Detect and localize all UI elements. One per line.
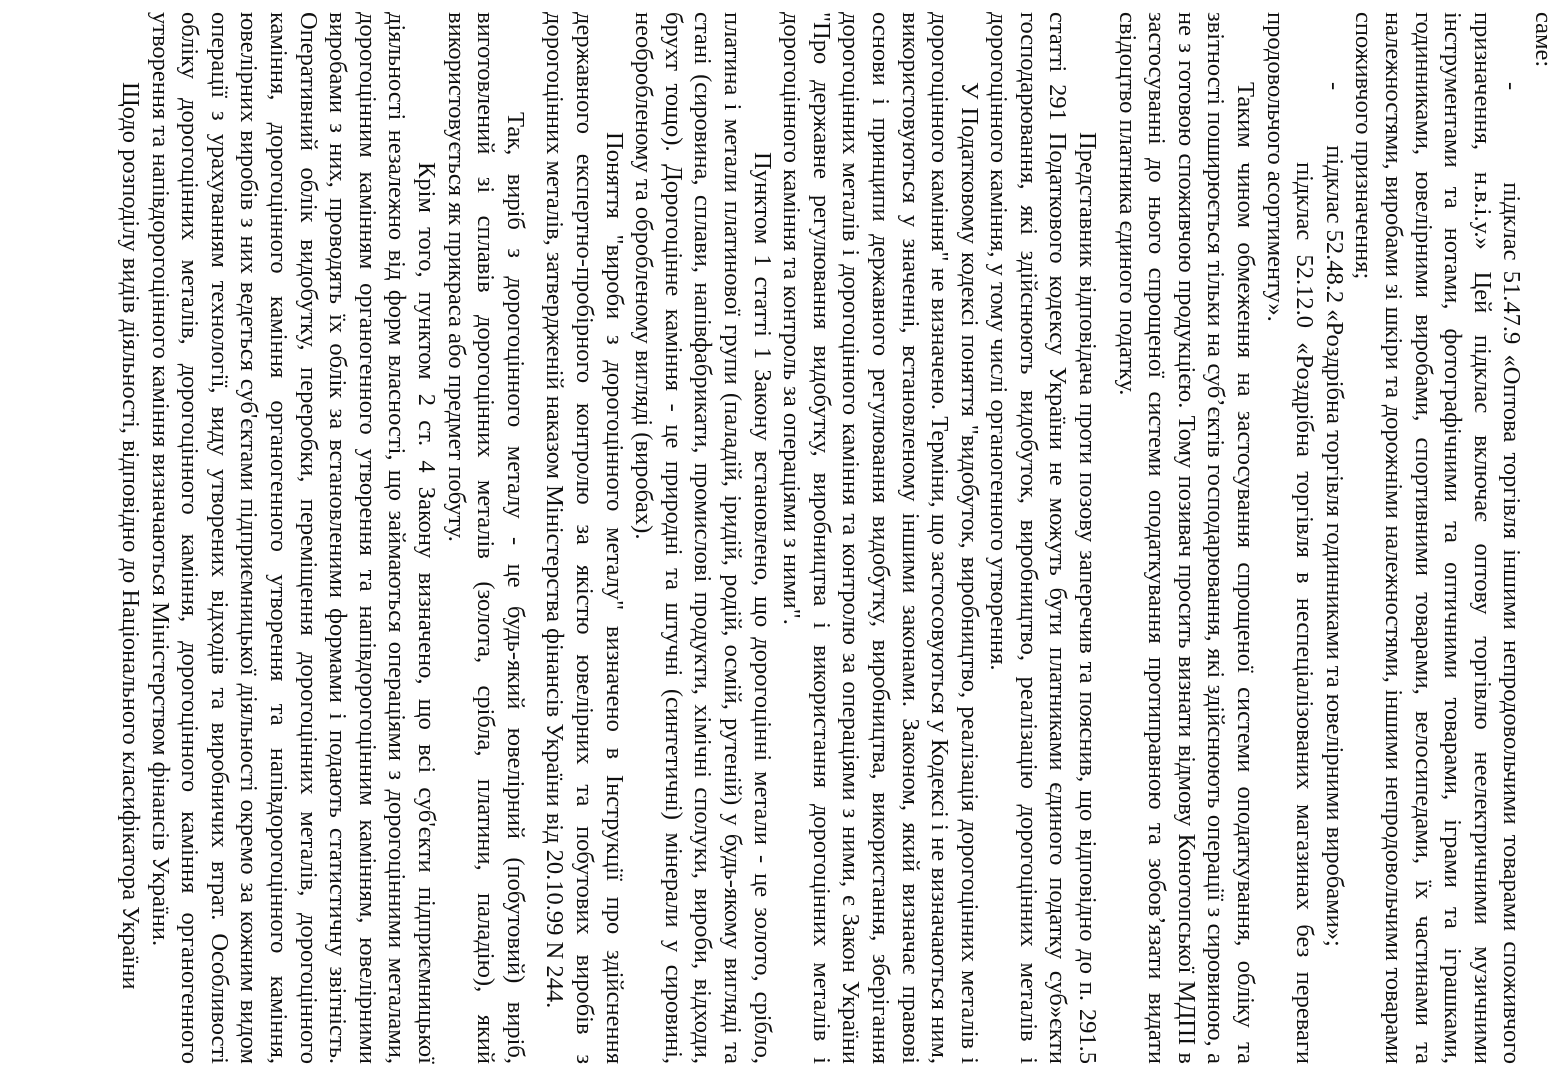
paragraph-intro: саме: <box>1530 12 1557 68</box>
list-item-51-47-9: - підклас 51.47.9 «Оптова торгівля іншими непродовольчими товарами споживчого призначення, н.в.і.у.» Цей підклас включає оптову торгівлю неелектричними музичними інструментами та нотами, фотографічними та оптичними товарами, іграми та іграшками, годинниками, ювелірними виробами, спортивними товарами, велосипедами, їх частинами та належностями, виробами зі шкіри та дорожніми належностями, іншими непродовольчими товарами споживчого призначення; <box>1350 12 1526 1064</box>
paragraph-classifier: Щодо розподілу видів діяльності, відповідно до Національного класифікатора України <box>117 82 145 990</box>
paragraph-defendant-position: Представник відповідача проти позову заперечив та пояснив, що відповідно до п. 291.5 статті 291 Податкового кодексу України не можуть бути платниками єдиного податку суб»єкти господарювання, які здійснюють видобуток, виробництво, реалізацію дорогоцінних металів і дорогоцінного каміння, у тому числі органогенного утворення. <box>985 12 1102 1064</box>
list-item-52-12-0: підклас 52.12.0 «Роздрібна торгівля в неспеціалізованих магазинах без переваги продовольчого асортименту». <box>1261 12 1319 1064</box>
paragraph-instruction-definition: Поняття "вироби з дорогоцінного металу" визначено в Інструкції про здійснення державного експертно-пробірного контролю за якістю ювелірних та побутових виробів з дорогоцінних металів, затвердженій наказом Міністерства фінансів України від 20.10.99 N 244. <box>541 12 628 1064</box>
paragraph-jewelry-definition: Так, виріб з дорогоцінного металу - це будь-який ювелірний (побутовий) виріб, виготовлений зі сплавів дорогоцінних металів (золота, срібла, платини, паладію), який використовується як прикраса або предмет побуту. <box>442 12 529 1064</box>
paragraph-conclusion-claim: Таким чином обмеження на застосування спрощеної системи оподаткування, обліку та звітності поширюється тільки на суб’єктів господарювання, які здійснюють операції з сировиною, а не з готовою споживчою продукцією. Тому позивач просить визнати відмову Конотопської МДПІ в застосуванні до нього спрощеної системи оподаткування протиправною та зобов’язати видати свідоцтво платника єдиного податку. <box>1113 12 1260 1064</box>
paragraph-law-article-4: Крім того, пунктом 2 ст. 4 Закону визначено, що всі суб'єкти підприємницької діяльності незалежно від форм власності, що займаються операціями з дорогоцінними металами, дорогоцінним камінням органогенного утворення та напівдорогоцінним камінням, ювелірними виробами з них, проводять їх облік за встановленими формами і подають статистичну звітність. Оперативний облік видобутку, переробки, переміщення дорогоцінних металів, дорогоцінного каміння, дорогоцінного каміння органогенного утворення та напівдорогоцінного каміння, ювелірних виробів з них ведеться суб'єктами підприємницької діяльності окремо за кожним видом операції з урахуванням технології, виду утворених відходів та виробничих втрат. Особливості обліку дорогоцінних металів, дорогоцінного каміння, дорогоцінного каміння органогенного утворення та напівдорогоцінного каміння визначаються Міністерством фінансів України. <box>146 12 441 1064</box>
paragraph-tax-code-terms: У Податковому кодексі поняття "видобуток, виробництво, реалізація дорогоцінних металів і дорогоцінного каміння" не визначено. Терміни, що застосовуються у Кодексі і не визначаються ним, використовуються у значенні, встановленому іншими законами. Законом, який визначає правові основи і принципи державного регулювання видобутку, виробництва, використання, зберігання дорогоцінних металів і дорогоцінного каміння та контролю за операціями з ними, є Закон України "Про державне регулювання видобутку, виробництва і використання дорогоцінних металів і дорогоцінного каміння та контроль за операціями з ними". <box>778 12 983 1064</box>
paragraph-law-article-1: Пунктом 1 статті 1 Закону встановлено, що дорогоцінні метали - це золото, срібло, платина і метали платинової групи (паладій, іридій, родій, осмій, рутеній) у будь-якому вигляді та стані (сировина, сплави, напівфабрикати, промислові продукти, хімічні сполуки, вироби, відходи, брухт тощо). Дорогоцінне каміння - це природні та штучні (синтетичні) мінерали у сировині, необробленому та обробленому вигляді (виробах). <box>630 12 776 1064</box>
list-item-52-48-2: - підклас 52.48.2 «Роздрібна торгівля годинниками та ювелірними виробами»; <box>1320 82 1348 947</box>
